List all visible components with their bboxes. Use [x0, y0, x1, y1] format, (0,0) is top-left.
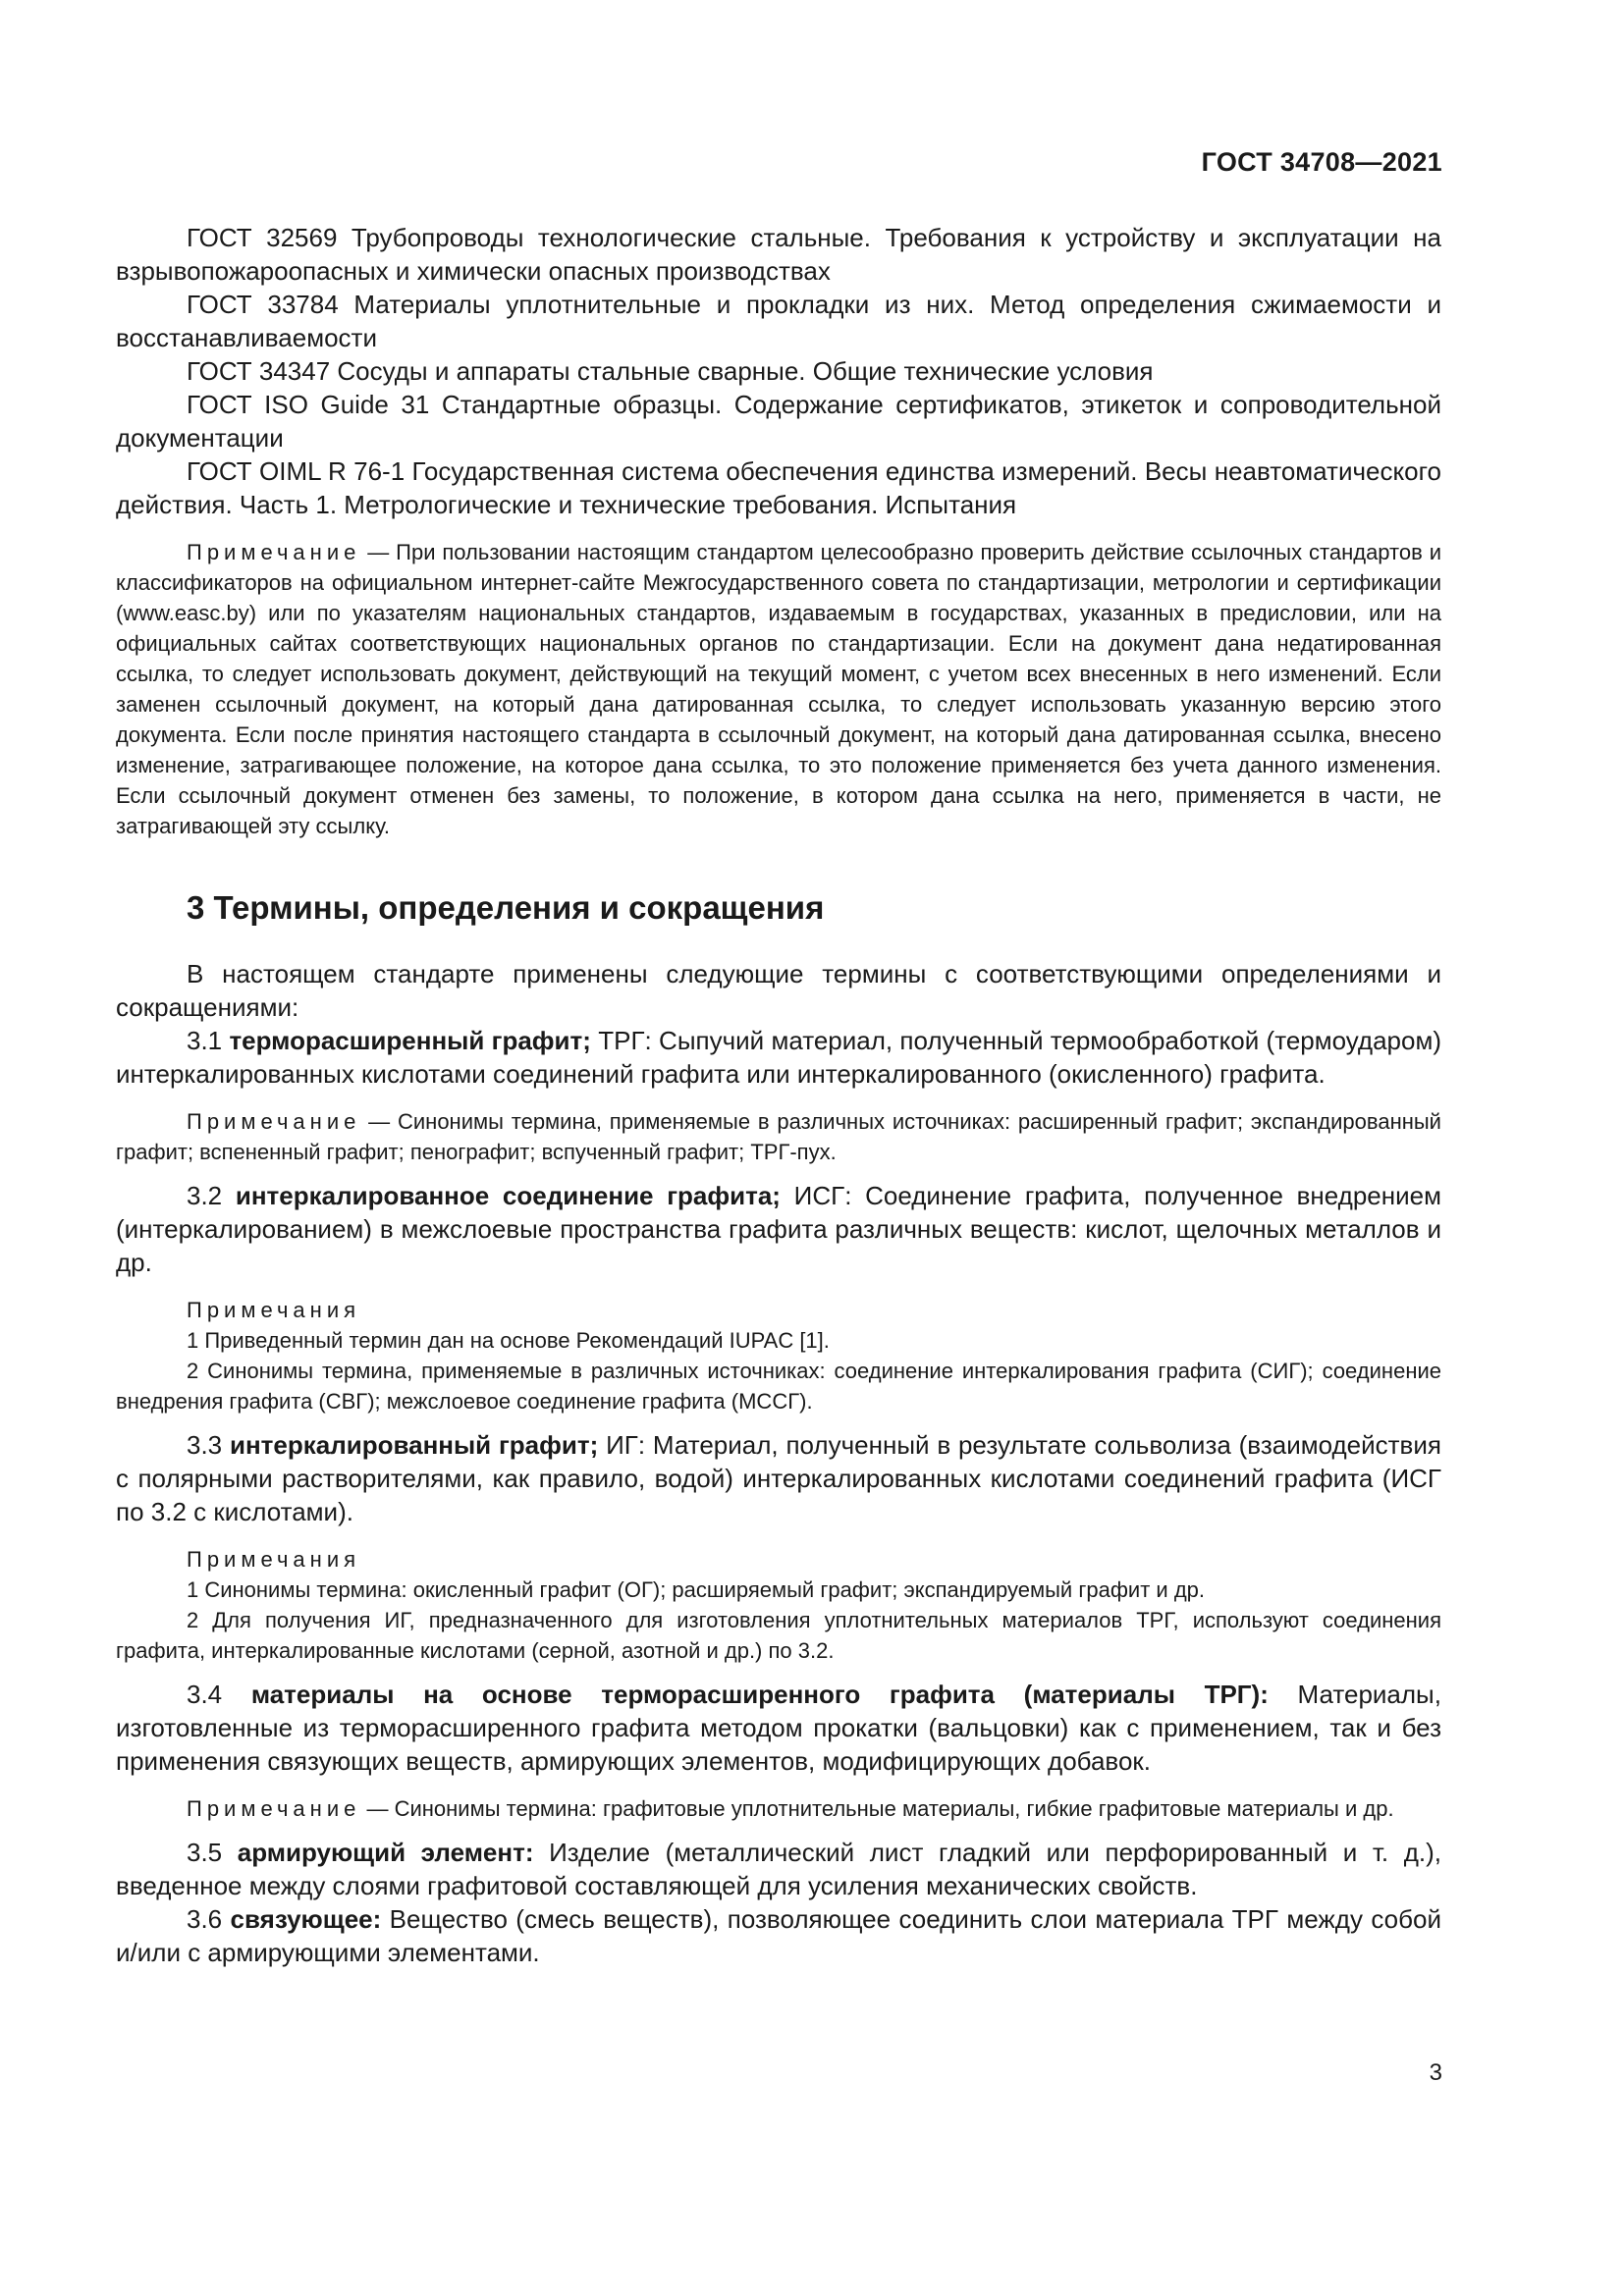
document-id: ГОСТ 34708—2021 [1201, 147, 1442, 177]
term-name: терморасширенный графит; [229, 1026, 591, 1055]
note-text: — Синонимы термина: графитовые уплотнительные материалы, гибкие графитовые материалы и др. [366, 1796, 1394, 1821]
term-definition: Материалы, изготовленные из терморасширенного графита методом прокатки (вальцовки) как с применением, так и без применения связующих веществ, армирующих элементов, модифицирующих добавок. [116, 1680, 1441, 1776]
term-3-4-note [116, 1793, 1441, 1824]
term-definition: Вещество (смесь веществ), позволяющее соединить слои материала ТРГ между собой и/или с армирующими элементами. [116, 1904, 1441, 1967]
note-item: 2 Для получения ИГ, предназначенного для изготовления уплотнительных материалов ТРГ, используют соединения графита, интеркалированные кислотами (серной, азотной и др.) по 3.2. [116, 1608, 1441, 1663]
notes-label: Примечания [187, 1298, 361, 1322]
term-3-4 [116, 1678, 1441, 1778]
term-3-6 [116, 1902, 1441, 1969]
reference-item: ГОСТ 34347 Сосуды и аппараты стальные сварные. Общие технические условия [187, 356, 1154, 386]
term-definition: Изделие (металлический лист гладкий или перфорированный и т. д.), введенное между слоями графитовой составляющей для усиления механических свойств. [116, 1838, 1441, 1900]
note-item: 2 Синонимы термина, применяемые в различных источниках: соединение интеркалирования графита (СИГ); соединение внедрения графита (СВГ); межслоевое соединение графита (МССГ). [116, 1359, 1441, 1414]
term-name: связующее: [230, 1904, 382, 1934]
page-number: 3 [1429, 2059, 1442, 2086]
term-3-3 [116, 1428, 1441, 1528]
term-3-2-notes [116, 1295, 1441, 1416]
term-definition: ИГ: Материал, полученный в результате сольволиза (взаимодействия с полярными растворителями, как правило, водой) интеркалированных кислотами соединений графита (ИСГ по 3.2 с кислотами). [116, 1430, 1441, 1526]
references-note [116, 537, 1441, 841]
reference-item: ГОСТ 32569 Трубопроводы технологические стальные. Требования к устройству и эксплуатации на взрывопожароопасных и химически опасных производствах [116, 223, 1441, 286]
term-definition: ИСГ: Соединение графита, полученное внедрением (интеркалированием) в межслоевые пространства графита различных веществ: кислот, щелочных металлов и др. [116, 1181, 1441, 1277]
term-number: 3.5 [187, 1838, 223, 1867]
section-heading: 3 Термины, определения и сокращения [187, 889, 825, 926]
term-3-2 [116, 1179, 1441, 1279]
term-number: 3.4 [187, 1680, 223, 1709]
note-label: Примечание [187, 1109, 361, 1134]
term-name: материалы на основе терморасширенного графита (материалы ТРГ): [250, 1680, 1269, 1709]
term-3-1 [116, 1024, 1441, 1091]
term-3-1-note [116, 1106, 1441, 1167]
term-3-3-notes [116, 1544, 1441, 1666]
note-item: 1 Синонимы термина: окисленный графит (ОГ); расширяемый графит; экспандируемый графит и др. [187, 1577, 1205, 1602]
notes-label: Примечания [187, 1547, 361, 1572]
reference-item: ГОСТ OIML R 76-1 Государственная система обеспечения единства измерений. Весы неавтоматического действия. Часть 1. Метрологические и технические требования. Испытания [116, 456, 1441, 519]
term-name: армирующий элемент: [237, 1838, 534, 1867]
note-text: — Синонимы термина, применяемые в различных источниках: расширенный графит; экспандированный графит; вспененный графит; пенографит; вспученный графит; ТРГ-пух. [116, 1109, 1441, 1164]
reference-item: ГОСТ 33784 Материалы уплотнительные и прокладки из них. Метод определения сжимаемости и восстанавливаемости [116, 290, 1441, 352]
term-number: 3.1 [187, 1026, 223, 1055]
term-name: интеркалированное соединение графита; [235, 1181, 781, 1210]
term-definition: ТРГ: Сыпучий материал, полученный термообработкой (термоударом) интеркалированных кислотами соединений графита или интеркалированного (окисленного) графита. [116, 1026, 1441, 1089]
note-text: — При пользовании настоящим стандартом целесообразно проверить действие ссылочных стандартов и классификаторов на официальном интернет-сайте Межгосударственного совета по стандартизации, метрологии и сертификации (www.easc.by) или по указателям национальных стандартов, издаваемым в государствах, указанных в предисловии, или на официальных сайтах соответствующих национальных органов по стандартизации. Если на документ дана недатированная ссылка, то следует использовать документ, действующий на текущий момент, с учетом всех внесенных в него изменений. Если заменен ссылочный документ, на который дана датированная ссылка, то следует использовать указанную версию этого документа. Если после принятия настоящего стандарта в ссылочный документ, на который дана датированная ссылка, внесено изменение, затрагивающее положение, на которое дана ссылка, то это положение применяется без учета данного изменения. Если ссылочный документ отменен без замены, то положение, в котором дана ссылка на него, применяется в части, не затрагивающей эту ссылку. [116, 540, 1441, 838]
page-content [116, 221, 1441, 1969]
term-number: 3.6 [187, 1904, 223, 1934]
term-name: интеркалированный графит; [229, 1430, 599, 1460]
section-intro: В настоящем стандарте применены следующие термины с соответствующими определениями и сокращениями: [116, 959, 1441, 1022]
note-item: 1 Приведенный термин дан на основе Рекомендаций IUPAC [1]. [187, 1328, 830, 1353]
term-number: 3.3 [187, 1430, 223, 1460]
reference-item: ГОСТ ISO Guide 31 Стандартные образцы. Содержание сертификатов, этикеток и сопроводительной документации [116, 390, 1441, 453]
note-label: Примечание [187, 540, 361, 564]
note-label: Примечание [187, 1796, 361, 1821]
term-3-5 [116, 1836, 1441, 1902]
term-number: 3.2 [187, 1181, 223, 1210]
